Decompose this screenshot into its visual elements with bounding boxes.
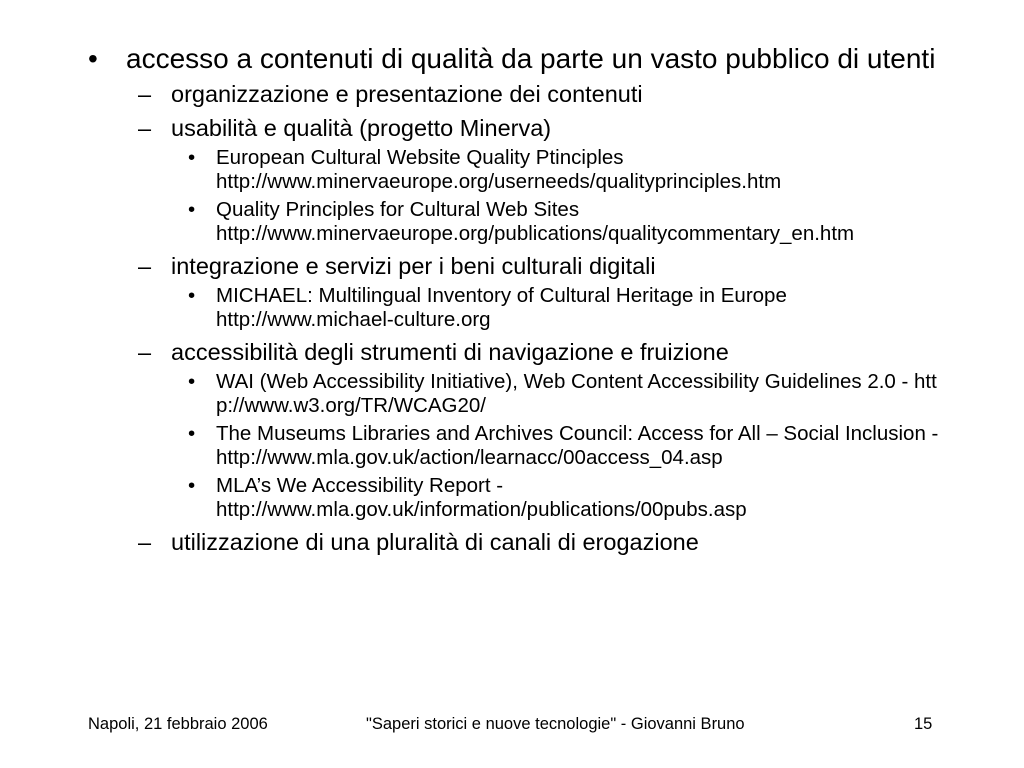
reference-title: MLA’s We Accessibility Report - xyxy=(216,474,504,497)
reference-title: The Museums Libraries and Archives Council: Access for All – Social Inclusion - xyxy=(216,422,939,445)
dash-marker: – xyxy=(138,81,152,107)
sub-bullet-item xyxy=(86,114,946,142)
sub-bullet-text: utilizzazione di una pluralità di canali di erogazione xyxy=(171,529,699,555)
dash-marker: – xyxy=(138,529,152,555)
sub-bullet-item xyxy=(86,252,946,280)
bullet-text: accesso a contenuti di qualità da parte un vasto pubblico di utenti xyxy=(126,43,936,74)
reference-item xyxy=(86,474,946,522)
reference-item xyxy=(86,146,946,194)
bullet-marker: • xyxy=(188,474,196,497)
reference-item xyxy=(86,370,946,418)
reference-link[interactable]: http://www.minervaeurope.org/userneeds/qualityprinciples.htm xyxy=(216,170,782,193)
bullet-marker: • xyxy=(188,370,196,393)
reference-item xyxy=(86,422,946,470)
sub-bullet-text: organizzazione e presentazione dei contenuti xyxy=(171,81,643,107)
dash-marker: – xyxy=(138,339,152,365)
reference-link[interactable]: http://www.mla.gov.uk/information/publications/00pubs.asp xyxy=(216,498,747,521)
bullet-item xyxy=(86,44,946,74)
slide-content xyxy=(86,44,946,556)
reference-title: Quality Principles for Cultural Web Sites xyxy=(216,198,580,221)
sub-bullet-text: integrazione e servizi per i beni culturali digitali xyxy=(171,253,656,279)
bullet-marker: • xyxy=(188,284,196,307)
reference-title: European Cultural Website Quality Ptinciples xyxy=(216,146,624,169)
reference-link[interactable]: http://www.michael-culture.org xyxy=(216,308,491,331)
reference-title: WAI (Web Accessibility Initiative), Web Content Accessibility Guidelines 2.0 - http://www.w3.org/TR/WCAG20/ xyxy=(216,370,937,417)
dash-marker: – xyxy=(138,115,152,141)
reference-title: MICHAEL: Multilingual Inventory of Cultural Heritage in Europe xyxy=(216,284,787,307)
reference-item xyxy=(86,198,946,246)
dash-marker: – xyxy=(138,253,152,279)
footer-title: "Saperi storici e nuove tecnologie" - Giovanni Bruno xyxy=(366,715,745,733)
bullet-marker: • xyxy=(188,422,196,445)
bullet-marker: • xyxy=(188,146,196,169)
bullet-marker: • xyxy=(188,198,196,221)
sub-bullet-text: usabilità e qualità (progetto Minerva) xyxy=(171,115,552,141)
page-number: 15 xyxy=(914,715,933,733)
reference-link[interactable]: http://www.minervaeurope.org/publications/qualitycommentary_en.htm xyxy=(216,222,855,245)
footer-date: Napoli, 21 febbraio 2006 xyxy=(88,715,268,733)
sub-bullet-text: accessibilità degli strumenti di navigazione e fruizione xyxy=(171,339,729,365)
sub-bullet-item xyxy=(86,338,946,366)
reference-item xyxy=(86,284,946,332)
bullet-marker: • xyxy=(88,43,98,74)
reference-link[interactable]: http://www.mla.gov.uk/action/learnacc/00access_04.asp xyxy=(216,446,723,469)
sub-bullet-item xyxy=(86,80,946,108)
sub-bullet-item xyxy=(86,528,946,556)
